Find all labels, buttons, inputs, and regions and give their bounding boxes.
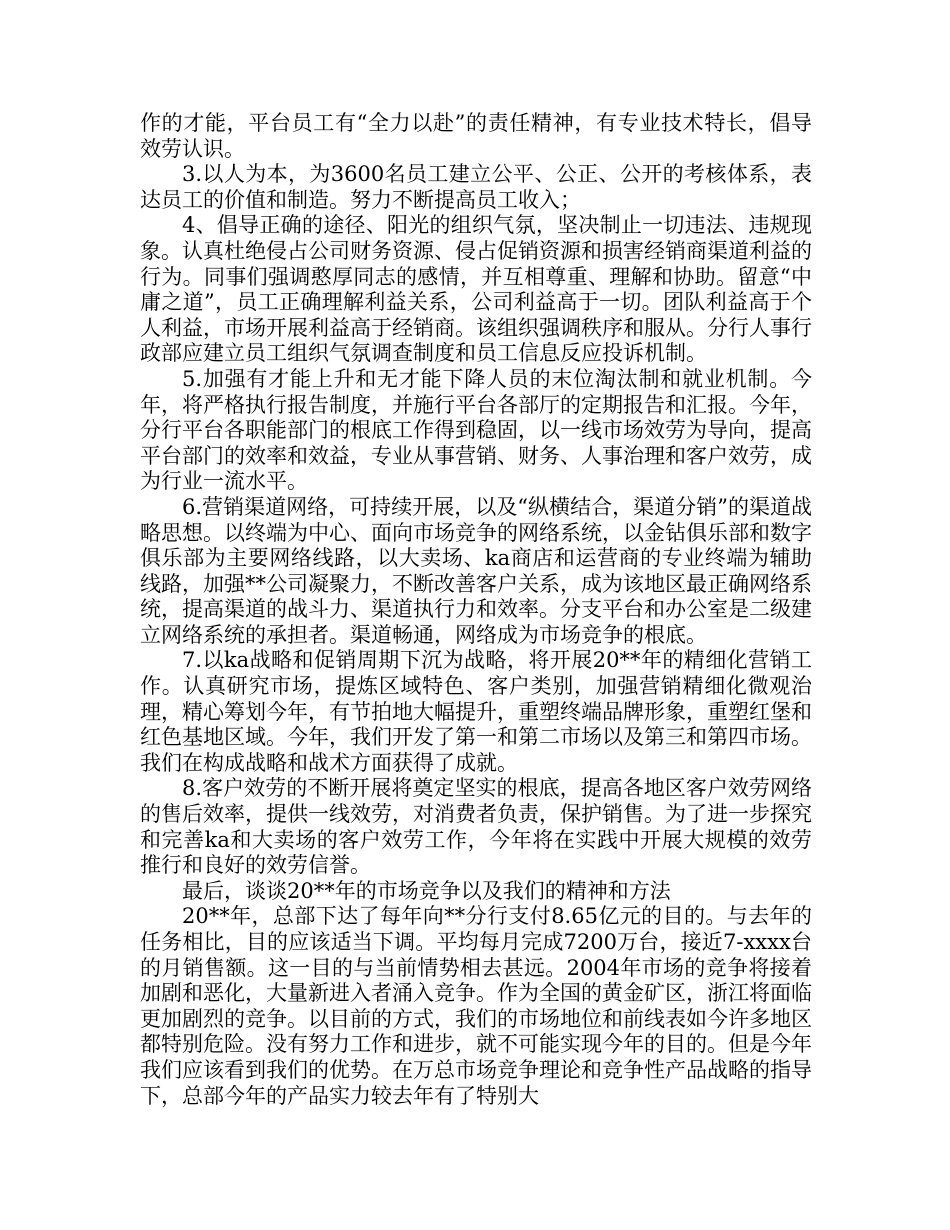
paragraph-continuation: 作的才能，平台员工有“全力以赴”的责任精神，有专业技术特长，倡导效劳认识。 [140, 111, 812, 161]
paragraph-item-3: 3.以人为本，为3600名员工建立公平、公正、公开的考核体系，表达员工的价值和制造。努力不断提高员工收入； [140, 162, 812, 212]
paragraph-item-6: 6.营销渠道网络，可持续开展，以及“纵横结合，渠道分销”的渠道战略思想。以终端为中心、面向市场竞争的网络系统，以金钻俱乐部和数字俱乐部为主要网络线路，以大卖场、ka商店和运营商的专业终端为辅助线路，加强**公司凝聚力，不断改善客户关系，成为该地区最正确网络系统，提高渠道的战斗力、渠道执行力和效率。分支平台和办公室是二级建立网络系统的承担者。渠道畅通，网络成为市场竞争的根底。 [140, 494, 812, 647]
paragraph-item-5: 5.加强有才能上升和无才能下降人员的末位淘汰制和就业机制。今年，将严格执行报告制度，并施行平台各部厅的定期报告和汇报。今年，分行平台各职能部门的根底工作得到稳固，以一线市场效劳为导向，提高平台部门的效率和效益，专业从事营销、财务、人事治理和客户效劳，成为行业一流水平。 [140, 366, 812, 494]
paragraph-item-4: 4、倡导正确的途径、阳光的组织气氛，坚决制止一切违法、违规现象。认真杜绝侵占公司财务资源、侵占促销资源和损害经销商渠道利益的行为。同事们强调憨厚同志的感情，并互相尊重、理解和协助。留意“中庸之道”，员工正确理解利益关系，公司利益高于一切。团队利益高于个人利益，市场开展利益高于经销商。该组织强调秩序和服从。分行人事行政部应建立员工组织气氛调查制度和员工信息反应投诉机制。 [140, 213, 812, 366]
paragraph-item-8: 8.客户效劳的不断开展将奠定坚实的根底，提高各地区客户效劳网络的售后效率，提供一线效劳，对消费者负责，保护销售。为了进一步探究和完善ka和大卖场的客户效劳工作，今年将在实践中开展大规模的效劳推行和良好的效劳信誉。 [140, 776, 812, 878]
paragraph-item-7: 7.以ka战略和促销周期下沉为战略，将开展20**年的精细化营销工作。认真研究市场，提炼区域特色、客户类别，加强营销精细化微观治理，精心筹划今年，有节拍地大幅提升，重塑终端品牌形象，重塑红堡和红色基地区域。今年，我们开发了第一和第二市场以及第三和第四市场。我们在构成战略和战术方面获得了成就。 [140, 648, 812, 775]
paragraph-annual-target: 20**年，总部下达了每年向**分行支付8.65亿元的目的。与去年的任务相比，目的应该适当下调。平均每月完成7200万台，接近7-xxxx台的月销售额。这一目的与当前情势相去甚远。2004年市场的竞争将接着加剧和恶化，大量新进入者涌入竞争。作为全国的黄金矿区，浙江将面临更加剧烈的竞争。以目前的方式，我们的市场地位和前线表如今许多地区都特别危险。没有努力工作和进步，就不可能实现今年的目的。但是今年我们应该看到我们的优势。在万总市场竞争理论和竞争性产品战略的指导下，总部今年的产品实力较去年有了特别大 [140, 904, 812, 1108]
document-page [140, 111, 812, 1109]
paragraph-closing-heading: 最后，谈谈20**年的市场竞争以及我们的精神和方法 [182, 878, 671, 903]
